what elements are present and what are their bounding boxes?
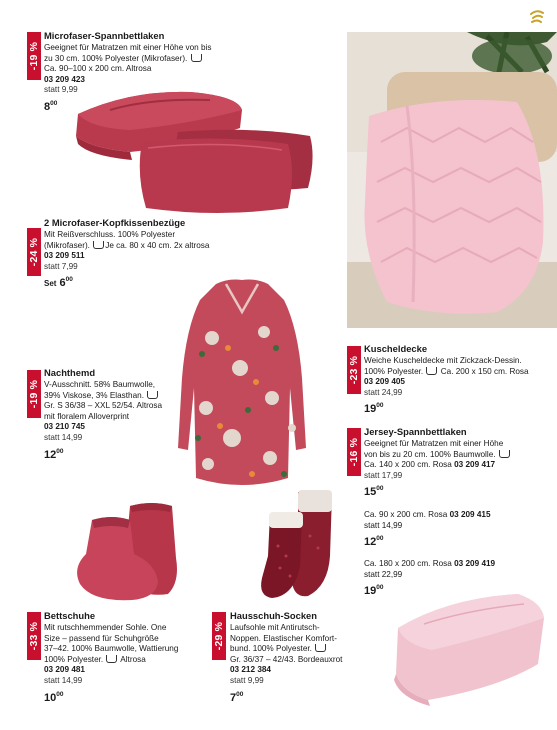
product-desc: V-Ausschnitt. 58% Baumwolle,: [44, 380, 156, 389]
article-number: 03 209 511: [44, 251, 85, 261]
product-title: 2 Microfaser-Kopfkissenbezüge: [44, 217, 186, 228]
article-number: 03 209 417: [454, 460, 496, 470]
price: $12^{00}$: [44, 447, 64, 461]
product-bettschuhe: Bettschuhe Mit rutschhemmender Sohle. One Size – passend für Schuhgröße 37–42. 100% Baumwolle, Wattierung 100% Polyester. Altrosa 03 209 481 statt 14,99 $10^{00}$: [44, 610, 194, 703]
product-desc: mit floralem Alloverprint: [44, 411, 130, 421]
price: $8^{00}$: [44, 99, 58, 113]
washing-icon: [426, 367, 437, 375]
product-desc: 37–42. 100% Baumwolle, Wattierung: [44, 644, 179, 654]
product-title: Hausschuh-Socken: [230, 610, 318, 621]
price: $10^{00}$: [44, 690, 64, 704]
old-price: statt 17,99: [364, 470, 403, 480]
article-number: 03 212 384: [230, 665, 271, 675]
nightgown-image: [172, 278, 312, 508]
washing-icon: [191, 54, 202, 62]
old-price: statt 9,99: [44, 85, 78, 95]
washing-icon: [499, 450, 510, 458]
product-desc: (Mikrofaser).: [44, 240, 90, 250]
product-socken: [230, 610, 380, 703]
product-kuscheldecke: Kuscheldecke Weiche Kuscheldecke mit Zickzack-Dessin. 100% Polyester. Ca. 200 x 150 cm. Rosa 03 209 405 statt 24,99 $19^{00}$: [364, 343, 554, 415]
product-title: Jersey-Spannbettlaken: [364, 426, 467, 437]
product-desc: Laufsohle mit Antirutsch-: [230, 623, 320, 632]
product-desc: Mit Reißverschluss. 100% Polyester: [44, 230, 176, 239]
discount-badge: -19 %: [27, 370, 41, 418]
discount-badge: -29 %: [212, 612, 226, 660]
socks-image: [254, 486, 338, 604]
article-number: 03 210 745: [44, 422, 85, 432]
product-desc: 39% Viskose, 3% Elasthan.: [44, 390, 144, 400]
old-price: statt 24,99: [364, 387, 403, 397]
old-price: statt 22,99: [364, 569, 403, 579]
price: $19^{00}$: [364, 402, 384, 416]
pillowcases-image: [138, 128, 318, 220]
product-desc: Ca. 140 x 200 cm. Rosa: [364, 460, 452, 470]
washing-icon: [93, 241, 104, 249]
old-price: statt 14,99: [44, 432, 83, 442]
bed-shoes-image: [72, 498, 190, 606]
price: $12^{00}$: [364, 535, 384, 549]
price: Set $6^{00}$: [44, 276, 73, 290]
article-number: 03 209 415: [449, 510, 491, 519]
product-variant: Ca. 90 x 200 cm. Rosa 03 209 415 statt 14,99 $12^{00}$: [364, 510, 554, 548]
washing-icon: [147, 391, 158, 399]
discount-badge: -16 %: [347, 428, 361, 476]
product-desc: Size – passend für Schuhgröße: [44, 633, 159, 643]
product-desc: 100% Polyester.: [44, 654, 104, 664]
product-desc: Noppen. Elastischer Komfort-: [230, 633, 337, 643]
article-number: 03 209 405: [364, 377, 405, 387]
product-desc: Geeignet für Matratzen mit einer Höhe von bis: [44, 43, 212, 52]
price: $19^{00}$: [364, 584, 384, 598]
product-nachthemd: [44, 367, 184, 460]
product-title: Bettschuhe: [44, 610, 96, 621]
product-title: Nachthemd: [44, 367, 96, 378]
blanket-photo: [347, 32, 557, 328]
product-desc: Geeignet für Matratzen mit einer Höhe: [364, 439, 504, 448]
product-title: Kuscheldecke: [364, 343, 428, 354]
price: $7^{00}$: [230, 690, 244, 704]
old-price: statt 9,99: [230, 675, 264, 685]
product-desc: Gr. 36/37 – 42/43. Bordeauxrot: [230, 654, 343, 664]
product-variant: Ca. 180 x 200 cm. Rosa 03 209 419 statt 22,99 $19^{00}$: [364, 559, 554, 597]
washing-icon: [106, 655, 117, 663]
product-title: Microfaser-Spannbettlaken: [44, 30, 165, 41]
discount-badge: -33 %: [27, 612, 41, 660]
article-number: 03 209 423: [44, 74, 85, 84]
discount-badge: -23 %: [347, 346, 361, 394]
product-jersey: [364, 426, 554, 498]
product-desc: zu 30 cm. 100% Polyester (Mikrofaser).: [44, 53, 188, 63]
product-kissen: 2 Microfaser-Kopfkissenbezüge Mit Reißverschluss. 100% Polyester (Mikrofaser). Je ca. 80 x 40 cm. 2x altrosa 03 209 511 statt 7,99 Set $6^{00}$: [44, 217, 264, 290]
old-price: statt 14,99: [44, 675, 83, 685]
tchibo-logo-icon: [528, 8, 546, 26]
jersey-sheet-image: [388, 588, 548, 708]
product-desc: Mit rutschhemmender Sohle. One: [44, 623, 167, 632]
product-desc: Gr. S 36/38 – XXL 52/54. Altrosa: [44, 401, 163, 411]
discount-badge: -24 %: [27, 228, 41, 276]
article-number: 03 209 481: [44, 665, 85, 675]
product-desc: Weiche Kuscheldecke mit Zickzack-Dessin.: [364, 356, 522, 365]
product-desc: bund. 100% Polyester.: [230, 644, 312, 654]
product-desc: von bis zu 20 cm. 100% Baumwolle.: [364, 449, 496, 459]
product-desc: 100% Polyester.: [364, 366, 424, 376]
discount-badge: -19 %: [27, 32, 41, 80]
price: $15^{00}$: [364, 485, 384, 499]
article-number: 03 209 419: [454, 559, 496, 568]
product-desc: Ca. 90–100 x 200 cm. Altrosa: [44, 64, 152, 74]
washing-icon: [315, 644, 326, 652]
old-price: statt 7,99: [44, 261, 78, 271]
old-price: statt 14,99: [364, 520, 403, 530]
